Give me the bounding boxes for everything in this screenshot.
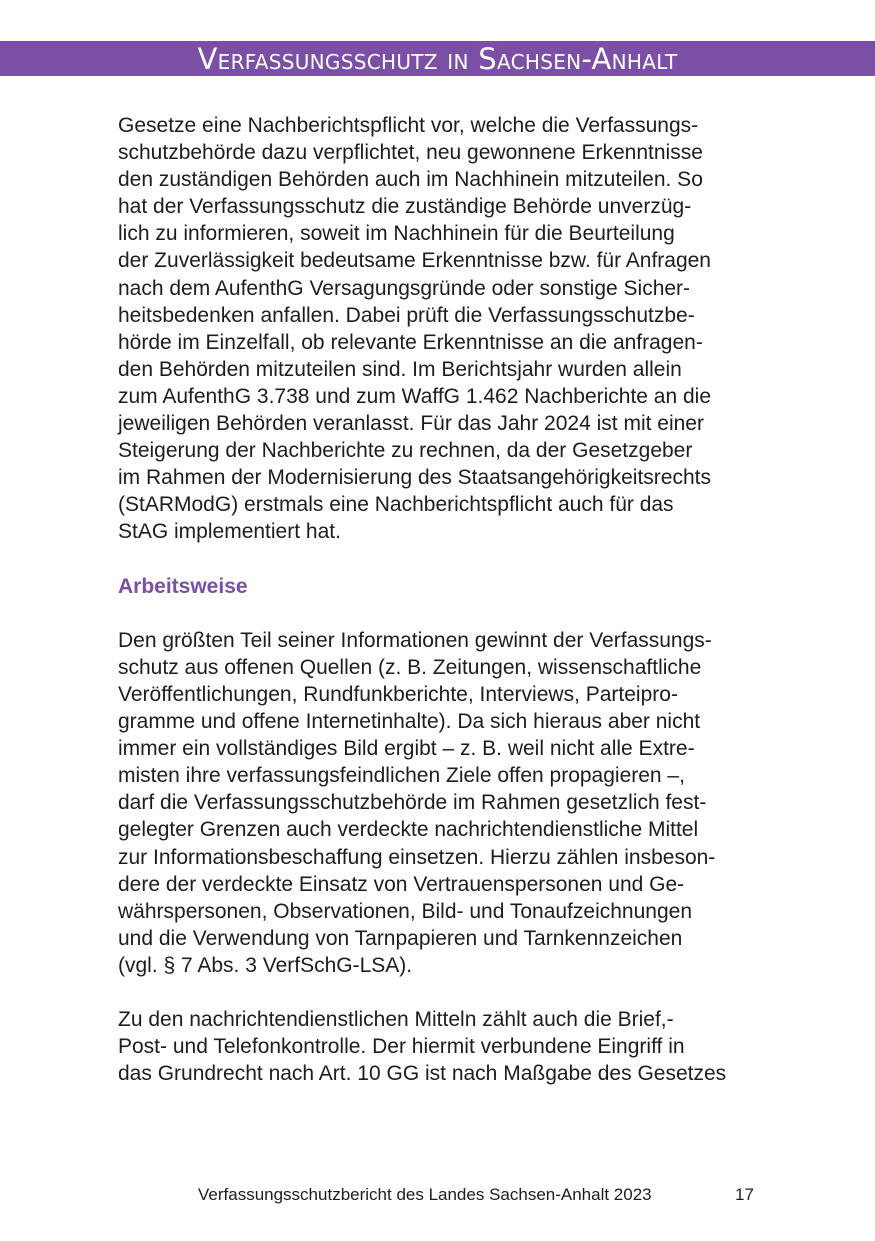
text-line: nach dem AufenthG Versagungsgründe oder sonstige Sicher- xyxy=(118,276,691,300)
text-line: hörde im Einzelfall, ob relevante Erkenntnisse an die anfragen- xyxy=(118,330,703,354)
section-heading: Arbeitsweise xyxy=(118,574,248,598)
header-bar xyxy=(0,41,875,76)
text-line: gelegter Grenzen auch verdeckte nachrichtendienstliche Mittel xyxy=(118,818,699,842)
text-line: hat der Verfassungsschutz die zuständige Behörde unverzüg- xyxy=(118,195,692,219)
text-line: währspersonen, Observationen, Bild- und Tonaufzeichnungen xyxy=(118,899,692,923)
text-line: misten ihre verfassungsfeindlichen Ziele offen propagieren –, xyxy=(118,764,685,788)
text-line: dere der verdeckte Einsatz von Vertrauenspersonen und Ge- xyxy=(118,872,685,896)
paragraph-3 xyxy=(118,1006,758,1087)
text-line: Post- und Telefonkontrolle. Der hiermit verbundene Eingriff in xyxy=(118,1035,685,1059)
text-line: den zuständigen Behörden auch im Nachhinein mitzuteilen. So xyxy=(118,168,703,192)
main-content xyxy=(118,112,758,1087)
text-line: zur Informationsbeschaffung einsetzen. Hierzu zählen insbeson- xyxy=(118,845,716,869)
text-line: zum AufenthG 3.738 und zum WaffG 1.462 Nachberichte an die xyxy=(118,384,712,408)
paragraph-spacer xyxy=(118,979,758,1006)
text-line: lich zu informieren, soweit im Nachhinein für die Beurteilung xyxy=(118,222,675,246)
text-line: Veröffentlichungen, Rundfunkberichte, Interviews, Parteipro- xyxy=(118,682,678,706)
text-line: jeweiligen Behörden veranlasst. Für das Jahr 2024 ist mit einer xyxy=(118,412,704,436)
page-footer xyxy=(0,1180,875,1210)
paragraph-spacer xyxy=(118,600,758,627)
text-line: schutzbehörde dazu verpflichtet, neu gewonnene Erkenntnisse xyxy=(118,141,703,165)
text-line: den Behörden mitzuteilen sind. Im Berichtsjahr wurden allein xyxy=(118,357,682,381)
text-line: der Zuverlässigkeit bedeutsame Erkenntnisse bzw. für Anfragen xyxy=(118,249,711,273)
text-line: und die Verwendung von Tarnpapieren und Tarnkennzeichen xyxy=(118,926,683,950)
text-line: schutz aus offenen Quellen (z. B. Zeitungen, wissenschaftliche xyxy=(118,655,702,679)
text-line: Gesetze eine Nachberichtspflicht vor, welche die Verfassungs- xyxy=(118,114,699,137)
text-line: heitsbedenken anfallen. Dabei prüft die Verfassungsschutzbe- xyxy=(118,303,695,327)
text-line: im Rahmen der Modernisierung des Staatsangehörigkeitsrechts xyxy=(118,466,711,490)
footer-title: Verfassungsschutzbericht des Landes Sachsen-Anhalt 2023 xyxy=(198,1185,652,1204)
page-header-title: Verfassungsschutz in Sachsen-Anhalt xyxy=(197,42,678,76)
text-line: (StARModG) erstmals eine Nachberichtspflicht auch für das xyxy=(118,493,674,517)
text-line: Zu den nachrichtendienstlichen Mitteln zählt auch die Brief,- xyxy=(118,1008,674,1032)
text-line: gramme und offene Internetinhalte). Da sich hieraus aber nicht xyxy=(118,710,701,734)
paragraph-1 xyxy=(118,112,758,546)
text-line: immer ein vollständiges Bild ergibt – z. B. weil nicht alle Extre- xyxy=(118,737,695,761)
text-line: StAG implementiert hat. xyxy=(118,520,341,544)
text-line: (vgl. § 7 Abs. 3 VerfSchG-LSA). xyxy=(118,953,413,977)
page-number: 17 xyxy=(735,1185,754,1204)
text-line: Den größten Teil seiner Informationen gewinnt der Verfassungs- xyxy=(118,628,712,652)
text-line: darf die Verfassungsschutzbehörde im Rahmen gesetzlich fest- xyxy=(118,791,707,815)
paragraph-2 xyxy=(118,627,758,979)
text-line: Steigerung der Nachberichte zu rechnen, da der Gesetzgeber xyxy=(118,439,693,463)
text-line: das Grundrecht nach Art. 10 GG ist nach Maßgabe des Gesetzes xyxy=(118,1062,727,1086)
paragraph-spacer xyxy=(118,546,758,573)
